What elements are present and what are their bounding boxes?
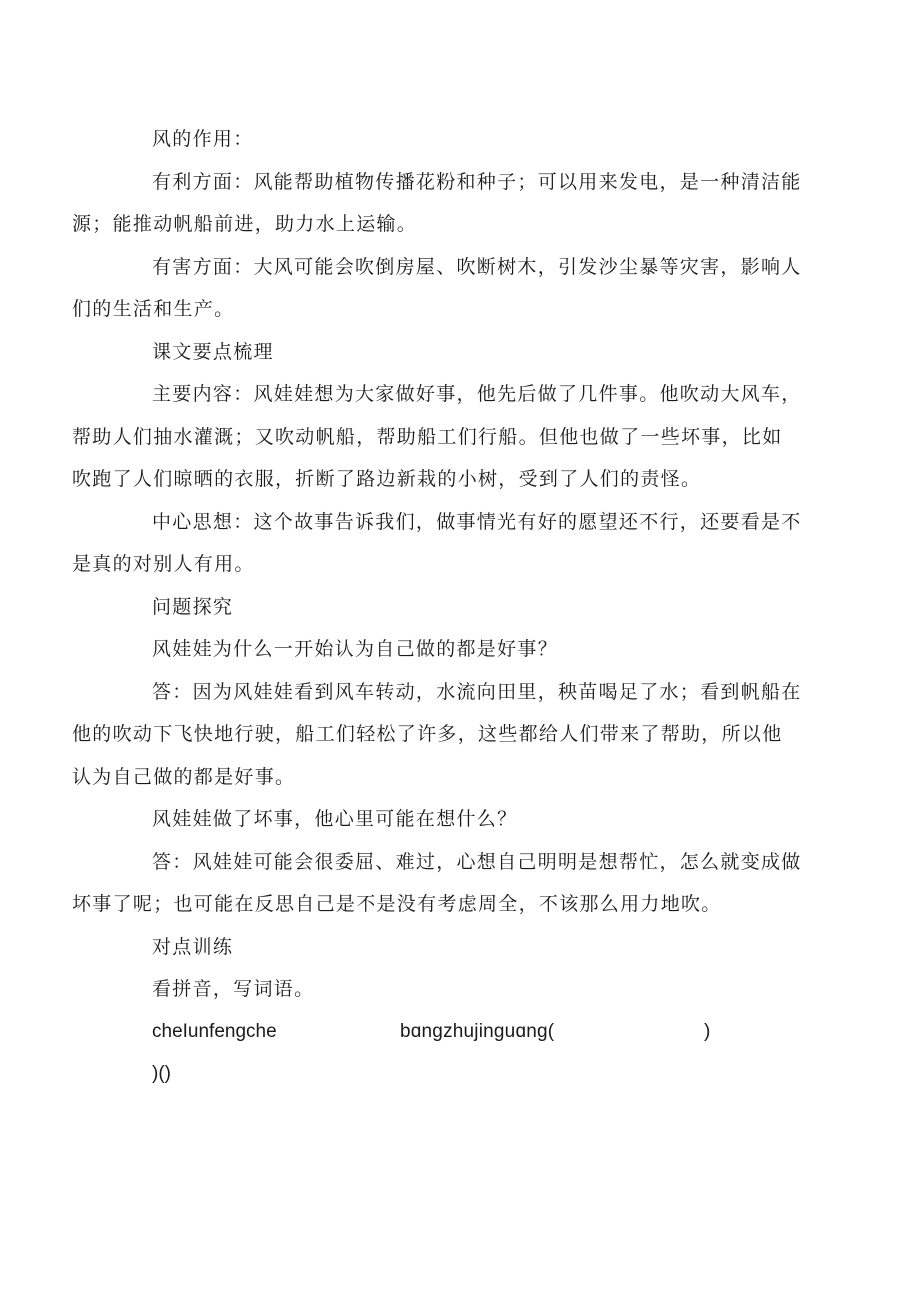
text-line: 帮助人们抽水灌溉；又吹动帆船，帮助船工们行船。但他也做了一些坏事，比如: [72, 425, 783, 448]
text-line: 看拼音，写词语。: [152, 978, 315, 1000]
question-2: [112, 798, 812, 841]
answer-blank-close-paren: ): [704, 1020, 711, 1042]
text-line: 有害方面：大风可能会吹倒房屋、吹断树木，引发沙尘暴等灾害，影响人: [152, 255, 802, 278]
text-line: 风娃娃为什么一开始认为自己做的都是好事？: [152, 638, 559, 660]
paragraph-central-idea: [72, 501, 812, 586]
pinyin-word-2: bɑngzhujinguɑng(: [400, 1020, 555, 1042]
section-key-points-heading: [112, 331, 812, 374]
section-wind-effects-heading: [112, 118, 812, 161]
text-line: 风娃娃做了坏事，他心里可能在想什么？: [152, 808, 518, 830]
text-line: 风的作用：: [152, 128, 254, 150]
text-line: 吹跑了人们晾晒的衣服，折断了路边新栽的小树，受到了人们的责怪。: [72, 468, 702, 490]
text-line: 答：风娃娃可能会很委屈、难过，心想自己明明是想帮忙，怎么就变成做: [152, 850, 802, 873]
text-line: 坏事了呢；也可能在反思自己是不是没有考虑周全，不该那么用力地吹。: [72, 893, 722, 915]
text-line: 认为自己做的都是好事。: [72, 765, 296, 788]
pinyin-word-1: cheIunfengche: [152, 1020, 277, 1042]
text-line: 中心思想：这个故事告诉我们，做事情光有好的愿望还不行，还要看是不: [152, 510, 802, 533]
text-line: 课文要点梳理: [152, 340, 274, 363]
text-line: 有利方面：风能帮助植物传播花粉和种子；可以用来发电，是一种清洁能: [152, 170, 802, 193]
text-line: 他的吹动下飞快地行驶，船工们轻松了许多，这些都给人们带来了帮助，所以他: [72, 723, 783, 745]
text-line: 问题探究: [152, 595, 234, 618]
text-line: 们的生活和生产。: [72, 298, 235, 320]
paragraph-main-content: [72, 373, 812, 501]
text-line: 主要内容：风娃娃想为大家做好事，他先后做了几件事。他吹动大风车，: [152, 383, 802, 405]
text-line: 是真的对别人有用。: [72, 553, 255, 575]
answer-2: [72, 841, 812, 926]
text-line: 对点训练: [152, 935, 234, 958]
pinyin-exercise-row: [112, 1011, 812, 1054]
answer-blank-row: )(): [152, 1063, 171, 1084]
answer-1: [72, 671, 812, 799]
section-questions-heading: [112, 586, 812, 629]
document-page: [72, 118, 812, 1096]
section-practice-heading: [112, 926, 812, 969]
text-line: 源；能推动帆船前进，助力水上运输。: [72, 213, 418, 235]
paragraph-harms: [72, 246, 812, 331]
exercise-instruction: [112, 968, 812, 1011]
text-line: 答：因为风娃娃看到风车转动，水流向田里，秧苗喝足了水；看到帆船在: [152, 680, 802, 703]
paragraph-benefits: [72, 161, 812, 246]
question-1: [112, 628, 812, 671]
